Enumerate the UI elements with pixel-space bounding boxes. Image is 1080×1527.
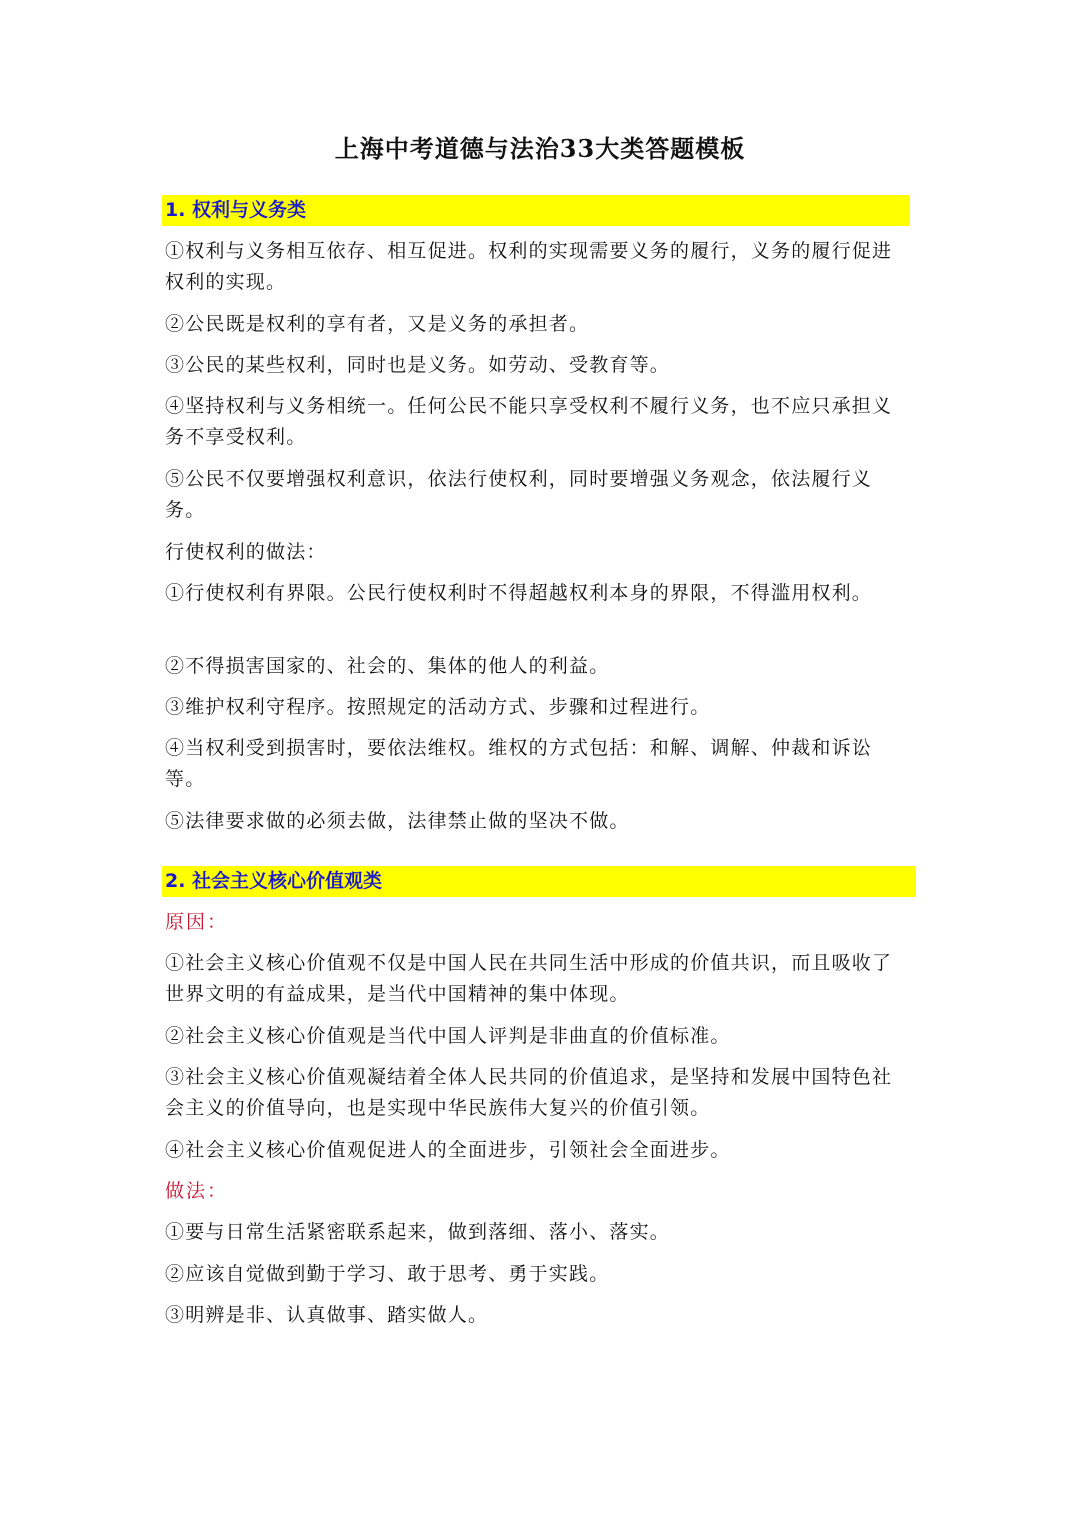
paragraph: ③公民的某些权利，同时也是义务。如劳动、受教育等。 [165,354,671,376]
page-title: 上海中考道德与法治33大类答题模板 [334,134,746,163]
section-heading-rights-duties: 1. 权利与义务类 [162,195,910,226]
practice-label: 做法： [165,1180,229,1202]
paragraph: ①行使权利有界限。公民行使权利时不得超越权利本身的界限，不得滥用权利。 [165,582,873,604]
paragraph: ⑤公民不仅要增强权利意识，依法行使权利，同时要增强义务观念，依法履行义务。 [165,468,873,521]
paragraph: ②不得损害国家的、社会的、集体的他人的利益。 [165,655,610,677]
paragraph: ③社会主义核心价值观凝结着全体人民共同的价值追求，是坚持和发展中国特色社会主义的价值导向，也是实现中华民族伟大复兴的价值引领。 [165,1066,893,1119]
paragraph: ①权利与义务相互依存、相互促进。权利的实现需要义务的履行，义务的履行促进权利的实现。 [165,240,893,293]
paragraph: ①社会主义核心价值观不仅是中国人民在共同生活中形成的价值共识，而且吸收了世界文明的有益成果，是当代中国精神的集中体现。 [165,952,893,1005]
section-heading-core-values: 2. 社会主义核心价值观类 [162,866,916,897]
subheading-practice: 行使权利的做法： [165,541,327,563]
paragraph: ①要与日常生活紧密联系起来，做到落细、落小、落实。 [165,1221,671,1243]
paragraph: ②公民既是权利的享有者，又是义务的承担者。 [165,313,590,335]
paragraph: ②社会主义核心价值观是当代中国人评判是非曲直的价值标准。 [165,1025,731,1047]
paragraph: ③明辨是非、认真做事、踏实做人。 [165,1304,489,1326]
paragraph: ④社会主义核心价值观促进人的全面进步，引领社会全面进步。 [165,1139,731,1161]
paragraph: ④当权利受到损害时，要依法维权。维权的方式包括：和解、调解、仲裁和诉讼等。 [165,737,873,790]
paragraph: ③维护权利守程序。按照规定的活动方式、步骤和过程进行。 [165,696,711,718]
paragraph: ②应该自觉做到勤于学习、敢于思考、勇于实践。 [165,1263,610,1285]
paragraph: ④坚持权利与义务相统一。任何公民不能只享受权利不履行义务，也不应只承担义务不享受权利。 [165,395,893,448]
reason-label: 原因： [165,911,229,933]
paragraph: ⑤法律要求做的必须去做，法律禁止做的坚决不做。 [165,810,630,832]
